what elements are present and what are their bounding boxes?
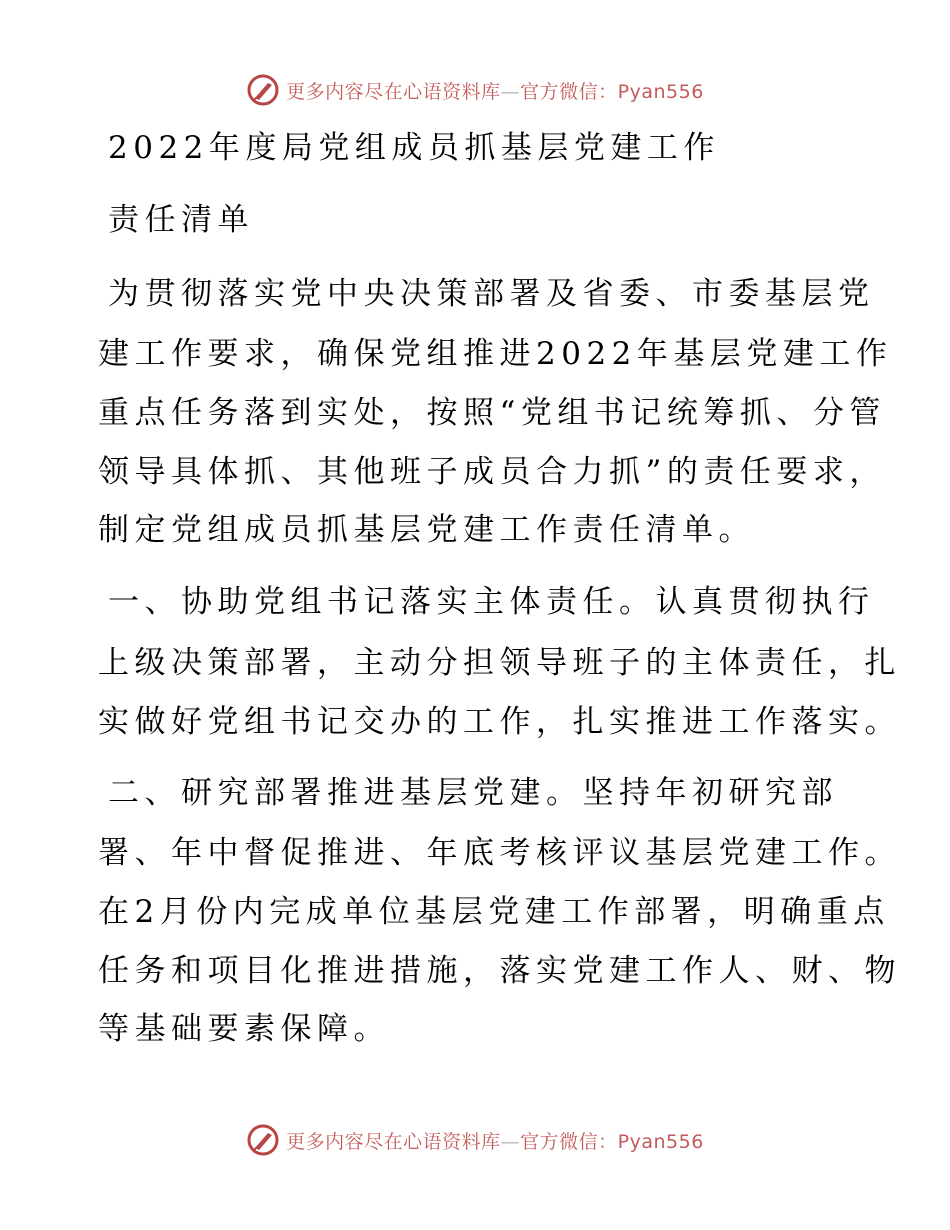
paragraph-3-line-4: 任务和项目化推进措施，落实党建工作人、财、物 (98, 953, 901, 989)
paragraph-1-line-3: 重点任务落到实处，按照“党组书记统筹抓、分管 (98, 395, 886, 431)
banner-text: 更多内容尽在心语资料库 (286, 80, 501, 103)
paragraph-3-line-2: 署、年中督促推进、年底考核评议基层党建工作。 (98, 835, 901, 871)
paragraph-1-line-1: 为贯彻落实党中央决策部署及省委、市委基层党 (108, 276, 875, 312)
paragraph-1-line-5: 制定党组成员抓基层党建工作责任清单。 (98, 512, 755, 548)
banner-contact: 官方微信：Pyan556 (520, 80, 704, 103)
header-banner (0, 70, 950, 110)
paragraph-1-line-2: 建工作要求，确保党组推进2022年基层党建工作 (98, 336, 893, 372)
paragraph-2-line-3: 实做好党组书记交办的工作，扎实推进工作落实。 (98, 704, 901, 740)
paragraph-3-line-3: 在2月份内完成单位基层党建工作部署，明确重点 (98, 894, 890, 930)
banner-separator: — (500, 1130, 521, 1153)
doc-title-line-1: 2022年度局党组成员抓基层党建工作 (108, 130, 720, 166)
footer-banner (0, 1120, 950, 1160)
banner-separator: — (500, 80, 521, 103)
paragraph-2-line-2: 上级决策部署，主动分担领导班子的主体责任，扎 (98, 645, 901, 681)
quill-pen-circle-icon (246, 73, 280, 107)
paragraph-3-line-1: 二、研究部署推进基层党建。坚持年初研究部 (108, 775, 838, 811)
quill-pen-circle-icon (246, 1123, 280, 1157)
banner-contact: 官方微信：Pyan556 (520, 1130, 704, 1153)
paragraph-3-line-5: 等基础要素保障。 (98, 1011, 390, 1047)
banner-text: 更多内容尽在心语资料库 (286, 1130, 501, 1153)
paragraph-1-line-4: 领导具体抓、其他班子成员合力抓”的责任要求， (98, 454, 886, 490)
paragraph-2-line-1: 一、协助党组书记落实主体责任。认真贯彻执行 (108, 584, 875, 620)
doc-title-line-2: 责任清单 (108, 202, 254, 238)
